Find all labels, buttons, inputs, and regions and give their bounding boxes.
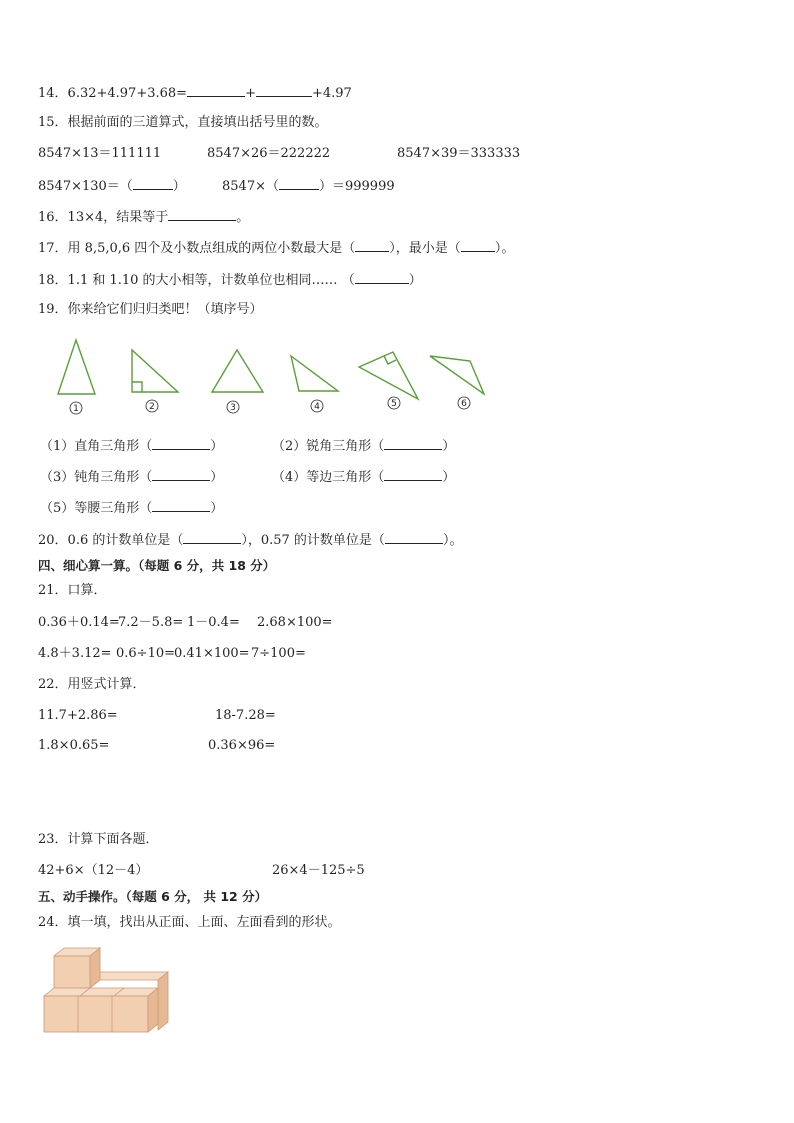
question-23-text: 23．计算下面各题． xyxy=(38,832,159,847)
oral-calc: 4.8＋3.12= xyxy=(38,646,112,661)
answer-blank[interactable] xyxy=(461,238,495,252)
answer-blank[interactable] xyxy=(152,467,210,481)
question-21-text: 21．口算． xyxy=(38,583,107,598)
oral-calc: 0.36＋0.14= xyxy=(38,615,120,630)
oral-calc: 0.41×100= xyxy=(174,646,250,661)
answer-blank[interactable] xyxy=(355,270,409,284)
question-17: 17．用 8,5,0,6 四个及小数点组成的两位小数最大是（ ），最小是（ ）。 xyxy=(38,238,514,258)
category-isosceles: （5）等腰三角形（ ） xyxy=(40,498,223,518)
triangle-3 xyxy=(212,350,263,392)
triangles-figure xyxy=(40,334,500,418)
triangle-1 xyxy=(58,340,95,394)
triangle-2 xyxy=(132,350,178,392)
oral-calc: 1－0.4= xyxy=(187,615,240,630)
answer-blank[interactable] xyxy=(183,530,241,544)
equation: 8547×13＝111111 xyxy=(38,146,162,161)
category-right: （1）直角三角形（ ） xyxy=(40,436,223,456)
oral-calc: 7÷100= xyxy=(251,646,306,661)
question-16: 16．13×4，结果等于 。 xyxy=(38,207,249,227)
label-4: 4 xyxy=(314,402,320,412)
label-1: 1 xyxy=(73,404,79,414)
label-3: 3 xyxy=(230,403,236,413)
answer-blank[interactable] xyxy=(256,83,312,97)
vertical-calc: 11.7+2.86= xyxy=(38,708,118,723)
equation: 8547×39＝333333 xyxy=(397,146,521,161)
question-14: 14．6.32+4.97+3.68= + +4.97 xyxy=(38,83,352,103)
question-15-text: 15．根据前面的三道算式，直接填出括号里的数。 xyxy=(38,115,328,130)
category-equilateral: （4）等边三角形（ ） xyxy=(272,467,455,487)
category-obtuse: （3）钝角三角形（ ） xyxy=(40,467,223,487)
oral-calc: 0.6÷10= xyxy=(116,646,176,661)
oral-calc: 7.2－5.8= xyxy=(118,615,184,630)
equation: 8547×26＝222222 xyxy=(207,146,331,161)
section-5-heading: 五、动手操作。（每题 6 分， 共 12 分） xyxy=(38,889,268,904)
answer-blank[interactable] xyxy=(355,238,389,252)
right-angle-mark xyxy=(384,356,396,364)
question-18: 18．1.1 和 1.10 的大小相等，计数单位也相同…… （ ） xyxy=(38,270,422,290)
answer-blank[interactable] xyxy=(133,176,173,190)
answer-blank[interactable] xyxy=(152,436,210,450)
triangle-4 xyxy=(291,356,338,391)
answer-blank[interactable] xyxy=(187,83,245,97)
calc-item: 26×4－125÷5 xyxy=(272,863,365,878)
cube-stack xyxy=(44,948,168,1032)
answer-blank[interactable] xyxy=(384,467,442,481)
right-angle-mark xyxy=(132,382,142,392)
vertical-calc: 0.36×96= xyxy=(208,738,276,753)
triangle-5 xyxy=(359,352,418,399)
cube-stack-figure xyxy=(40,944,175,1036)
question-24-text: 24．填一填，找出从正面、上面、左面看到的形状。 xyxy=(38,915,341,930)
section-4-heading: 四、细心算一算。（每题 6 分，共 18 分） xyxy=(38,558,276,573)
label-5: 5 xyxy=(391,399,397,409)
equation-blank: 8547×（ ）＝999999 xyxy=(222,176,395,196)
answer-blank[interactable] xyxy=(385,530,443,544)
vertical-calc: 1.8×0.65= xyxy=(38,738,110,753)
question-20: 20．0.6 的计数单位是（ ），0.57 的计数单位是（ ）。 xyxy=(38,530,462,550)
label-6: 6 xyxy=(461,399,467,409)
answer-blank[interactable] xyxy=(279,176,319,190)
triangle-6 xyxy=(430,356,484,394)
vertical-calc: 18-7.28= xyxy=(215,708,276,723)
calc-item: 42+6×（12－4） xyxy=(38,863,149,878)
oral-calc: 2.68×100= xyxy=(257,615,333,630)
equation-blank: 8547×130＝（ ） xyxy=(38,176,186,196)
answer-blank[interactable] xyxy=(384,436,442,450)
question-19-text: 19．你来给它们归归类吧！（填序号） xyxy=(38,302,263,317)
question-22-text: 22．用竖式计算． xyxy=(38,677,146,692)
answer-blank[interactable] xyxy=(168,207,236,221)
label-2: 2 xyxy=(149,402,155,412)
category-acute: （2）锐角三角形（ ） xyxy=(272,436,455,456)
answer-blank[interactable] xyxy=(152,498,210,512)
